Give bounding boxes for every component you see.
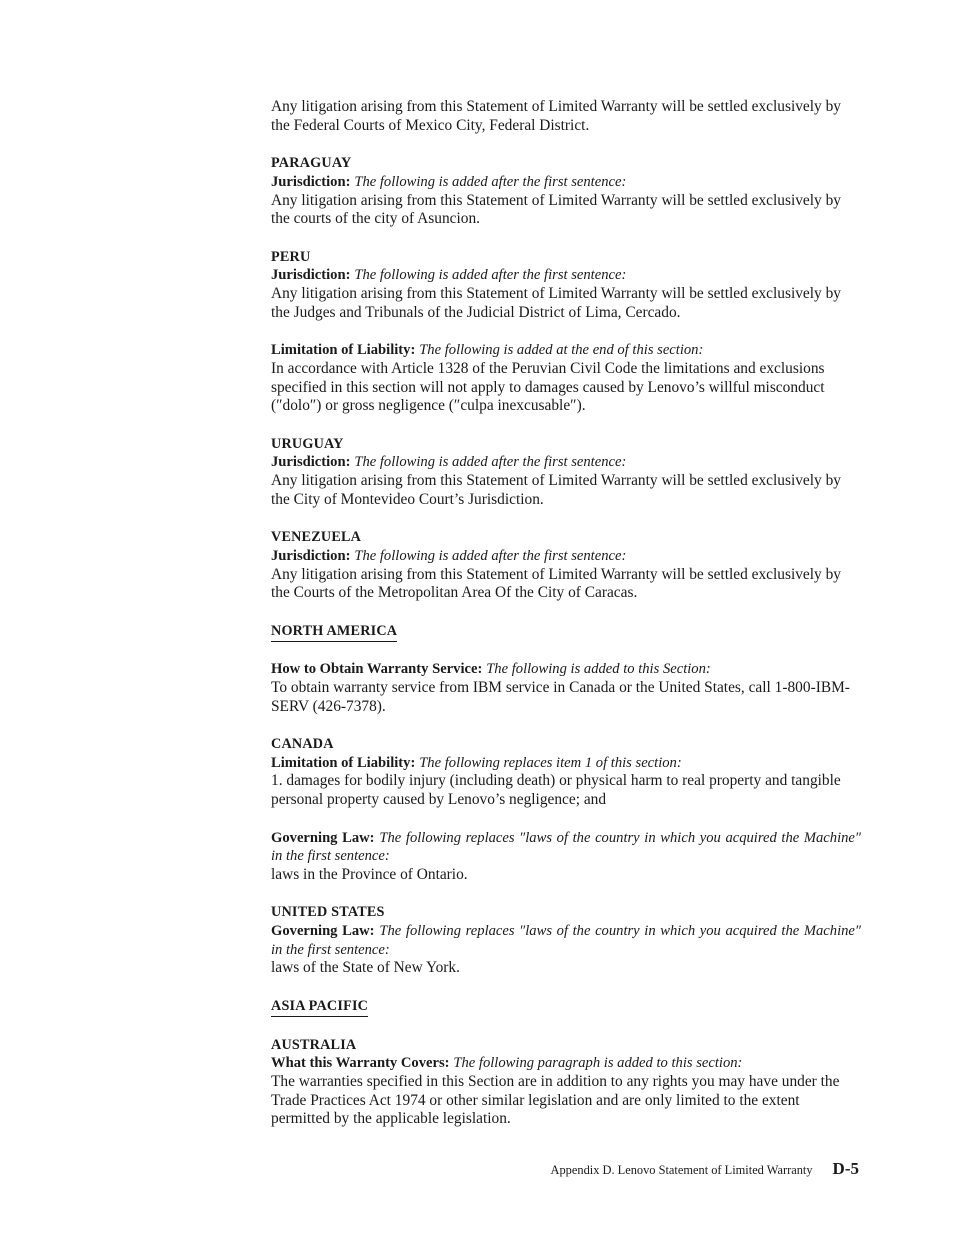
canada-governing-law-term: Governing Law:	[271, 829, 375, 846]
canada-liability-note: The following replaces item 1 of this section:	[419, 754, 682, 771]
footer-title: Appendix D. Lenovo Statement of Limited Warranty	[550, 1163, 813, 1177]
united-states-governing-law	[271, 922, 861, 959]
canada-governing-law-section	[271, 829, 861, 885]
north-america-warranty-body: To obtain warranty service from IBM service in Canada or the United States, call 1-800-IBM-SERV (426-7378).	[271, 678, 850, 715]
canada-governing-law-note: The following replaces ″laws of the country in which you acquired the Machine″ in the first sentence:	[271, 829, 861, 865]
venezuela-term: Jurisdiction:	[271, 547, 351, 564]
united-states-term: Governing Law:	[271, 923, 375, 940]
canada-liability	[271, 754, 861, 773]
paraguay-term: Jurisdiction:	[271, 173, 351, 190]
page-footer	[551, 1160, 859, 1180]
peru-heading: PERU	[271, 248, 311, 265]
north-america-heading: NORTH AMERICA	[271, 622, 397, 642]
paraguay-section	[271, 154, 861, 229]
north-america-warranty-term: How to Obtain Warranty Service:	[271, 661, 483, 678]
mexico-section	[271, 98, 861, 135]
united-states-note: The following replaces ″laws of the country in which you acquired the Machine″ in the first sentence:	[271, 923, 861, 958]
peru-liability-note: The following is added at the end of this section:	[419, 342, 704, 359]
page-number: D-5	[832, 1159, 859, 1178]
peru-jurisdiction	[271, 266, 861, 285]
canada-governing-law-body: laws in the Province of Ontario.	[271, 865, 468, 883]
paraguay-heading: PARAGUAY	[271, 155, 352, 172]
venezuela-section	[271, 528, 861, 603]
uruguay-term: Jurisdiction:	[271, 454, 351, 471]
asia-pacific-heading: ASIA PACIFIC	[271, 997, 368, 1017]
north-america-warranty-note: The following is added to this Section:	[486, 661, 711, 678]
uruguay-section	[271, 435, 861, 510]
peru-jurisdiction-note: The following is added after the first sentence:	[354, 267, 627, 284]
paraguay-note: The following is added after the first sentence:	[354, 173, 627, 190]
uruguay-jurisdiction	[271, 453, 861, 472]
mexico-body: Any litigation arising from this Statement of Limited Warranty will be settled exclusively by the Federal Courts of Mexico City, Federal District.	[271, 98, 841, 134]
united-states-body: laws of the State of New York.	[271, 959, 460, 977]
canada-liability-body: 1. damages for bodily injury (including death) or physical harm to real property and tangible personal property caused by Lenovo’s negligence; and	[271, 772, 841, 809]
venezuela-jurisdiction	[271, 547, 861, 566]
united-states-heading: UNITED STATES	[271, 904, 385, 921]
united-states-section	[271, 903, 861, 978]
peru-liability-body: In accordance with Article 1328 of the Peruvian Civil Code the limitations and exclusions specified in this section will not apply to damages caused by Lenovo’s willful misconduct (″dolo″) or gross negligence (″culpa inexcusable″).	[271, 359, 825, 415]
canada-heading: CANADA	[271, 736, 334, 753]
canada-governing-law	[271, 829, 861, 866]
peru-liability-section	[271, 341, 861, 416]
peru-jurisdiction-term: Jurisdiction:	[271, 267, 351, 284]
venezuela-body: Any litigation arising from this Statement of Limited Warranty will be settled exclusively by the Courts of the Metropolitan Area Of the City of Caracas.	[271, 565, 841, 602]
australia-coverage	[271, 1054, 861, 1073]
venezuela-note: The following is added after the first sentence:	[354, 547, 627, 564]
canada-liability-term: Limitation of Liability:	[271, 754, 416, 771]
north-america-region	[271, 622, 861, 642]
uruguay-heading: URUGUAY	[271, 435, 344, 452]
australia-note: The following paragraph is added to this section:	[453, 1055, 743, 1072]
asia-pacific-region	[271, 997, 861, 1017]
peru-jurisdiction-body: Any litigation arising from this Statement of Limited Warranty will be settled exclusively by the Judges and Tribunals of the Judicial District of Lima, Cercado.	[271, 285, 841, 321]
peru-section	[271, 248, 861, 323]
document-body	[271, 98, 861, 1148]
peru-liability-term: Limitation of Liability:	[271, 342, 416, 359]
uruguay-body: Any litigation arising from this Statement of Limited Warranty will be settled exclusively by the City of Montevideo Court’s Jurisdiction.	[271, 472, 841, 508]
australia-section	[271, 1036, 861, 1130]
paraguay-body: Any litigation arising from this Statement of Limited Warranty will be settled exclusively by the courts of the city of Asuncion.	[271, 191, 841, 228]
australia-body: The warranties specified in this Section are in addition to any rights you may have under the Trade Practices Act 1974 or other similar legislation and are only limited to the extent permitted by the applicable legislation.	[271, 1072, 840, 1128]
north-america-warranty-section	[271, 660, 861, 716]
peru-liability	[271, 341, 861, 360]
australia-heading: AUSTRALIA	[271, 1036, 357, 1053]
paraguay-jurisdiction	[271, 173, 861, 192]
australia-term: What this Warranty Covers:	[271, 1055, 450, 1072]
canada-section	[271, 735, 861, 810]
uruguay-note: The following is added after the first sentence:	[354, 454, 627, 471]
venezuela-heading: VENEZUELA	[271, 529, 362, 546]
north-america-warranty	[271, 660, 861, 679]
